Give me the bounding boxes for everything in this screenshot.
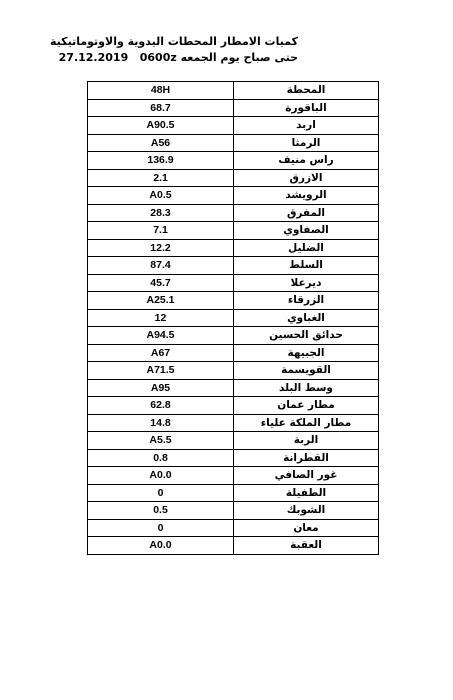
station-name-cell: الربة [234, 432, 379, 450]
rainfall-value-cell: A90.5 [88, 117, 234, 135]
rainfall-value-cell: 0 [88, 519, 234, 537]
table-row [88, 467, 379, 485]
station-name-cell: اربد [234, 117, 379, 135]
rainfall-value-cell: 2.1 [88, 169, 234, 187]
table-row [88, 414, 379, 432]
table-row [88, 519, 379, 537]
station-name-cell: القويسمة [234, 362, 379, 380]
station-name-cell: وسط البلد [234, 379, 379, 397]
station-name-cell: السلط [234, 257, 379, 275]
table-row [88, 449, 379, 467]
rainfall-value-cell: A5.5 [88, 432, 234, 450]
station-name-cell: الصفاوي [234, 222, 379, 240]
rainfall-value-cell: 7.1 [88, 222, 234, 240]
station-name-cell: غور الصافي [234, 467, 379, 485]
station-name-cell: الجبيهة [234, 344, 379, 362]
rainfall-value-cell: A67 [88, 344, 234, 362]
table-row [88, 99, 379, 117]
rainfall-value-cell: 14.8 [88, 414, 234, 432]
header-value-cell: 48H [88, 82, 234, 100]
header-time: 0600z [139, 50, 177, 64]
table-row [88, 344, 379, 362]
station-name-cell: الباقورة [234, 99, 379, 117]
table-row [88, 292, 379, 310]
rainfall-value-cell: A71.5 [88, 362, 234, 380]
rainfall-value-cell: A94.5 [88, 327, 234, 345]
rainfall-value-cell: 0 [88, 484, 234, 502]
table-row [88, 257, 379, 275]
rainfall-value-cell: 28.3 [88, 204, 234, 222]
table-row [88, 187, 379, 205]
station-name-cell: الطفيلة [234, 484, 379, 502]
table-row [88, 222, 379, 240]
rainfall-value-cell: 12.2 [88, 239, 234, 257]
table-row [88, 152, 379, 170]
station-name-cell: الضليل [234, 239, 379, 257]
station-name-cell: الرويشد [234, 187, 379, 205]
rainfall-value-cell: A0.0 [88, 537, 234, 555]
table-header-row [88, 82, 379, 100]
rainfall-value-cell: 68.7 [88, 99, 234, 117]
rainfall-value-cell: 45.7 [88, 274, 234, 292]
station-name-cell: راس منيف [234, 152, 379, 170]
table-row [88, 239, 379, 257]
station-name-cell: الازرق [234, 169, 379, 187]
rainfall-value-cell: A56 [88, 134, 234, 152]
table-row [88, 502, 379, 520]
table-row [88, 274, 379, 292]
station-name-cell: مطار الملكة علياء [234, 414, 379, 432]
table-row [88, 134, 379, 152]
rainfall-value-cell: A95 [88, 379, 234, 397]
rainfall-value-cell: 62.8 [88, 397, 234, 415]
header-date: 27.12.2019 [58, 50, 129, 64]
station-name-cell: مطار عمان [234, 397, 379, 415]
rainfall-value-cell: 87.4 [88, 257, 234, 275]
station-name-cell: الغباوي [234, 309, 379, 327]
station-name-cell: ديرعلا [234, 274, 379, 292]
station-name-cell: القطرانة [234, 449, 379, 467]
rainfall-value-cell: 136.9 [88, 152, 234, 170]
rainfall-value-cell: A0.5 [88, 187, 234, 205]
station-name-cell: الشوبك [234, 502, 379, 520]
table-row [88, 432, 379, 450]
station-name-cell: معان [234, 519, 379, 537]
rainfall-value-cell: 0.8 [88, 449, 234, 467]
header-station-cell: المحطة [234, 82, 379, 100]
header-title: كميات الامطار المحطات اليدوية والاوتوماتيكية [50, 35, 298, 48]
station-name-cell: المفرق [234, 204, 379, 222]
header-subtitle [58, 50, 298, 66]
table-row [88, 362, 379, 380]
table-row [88, 204, 379, 222]
table-row [88, 309, 379, 327]
table-row [88, 379, 379, 397]
station-name-cell: الرمثا [234, 134, 379, 152]
station-name-cell: حدائق الحسين [234, 327, 379, 345]
table-row [88, 537, 379, 555]
table-row [88, 169, 379, 187]
rainfall-value-cell: A25.1 [88, 292, 234, 310]
station-name-cell: الزرقاء [234, 292, 379, 310]
table-row [88, 117, 379, 135]
table-row [88, 484, 379, 502]
document-header [50, 34, 298, 65]
rainfall-table [87, 81, 379, 555]
rainfall-value-cell: 12 [88, 309, 234, 327]
rainfall-value-cell: 0.5 [88, 502, 234, 520]
table-row [88, 397, 379, 415]
rainfall-value-cell: A0.0 [88, 467, 234, 485]
station-name-cell: العقبة [234, 537, 379, 555]
table-row [88, 327, 379, 345]
header-date-label: حتى صباح يوم الجمعه [180, 50, 298, 64]
